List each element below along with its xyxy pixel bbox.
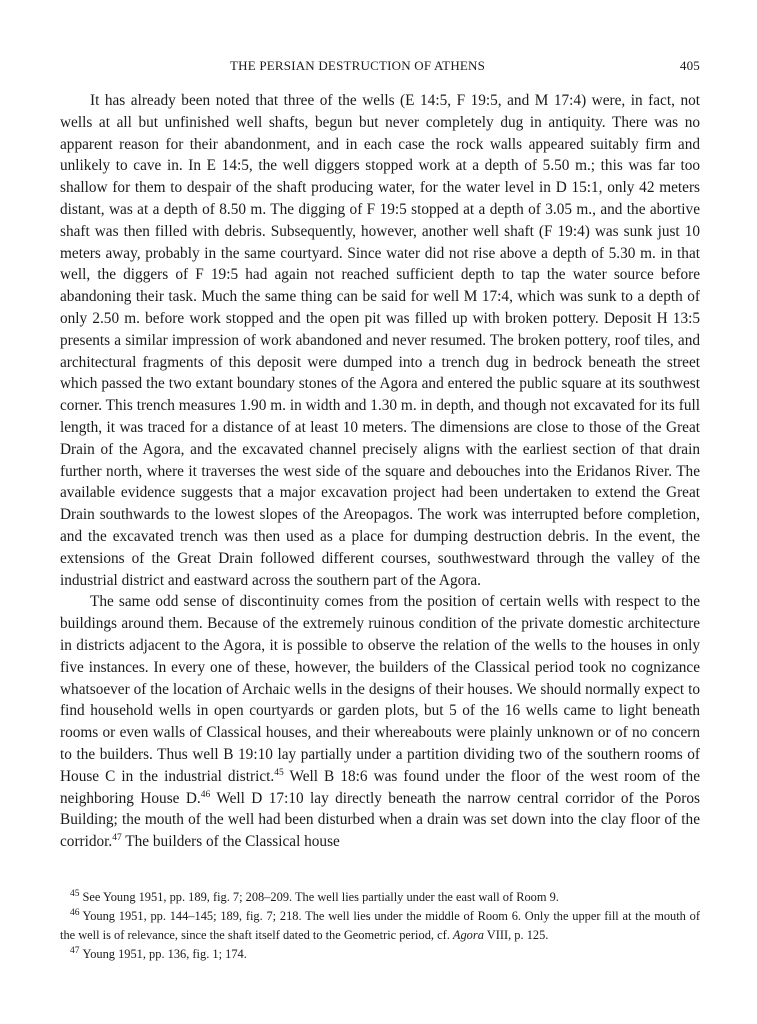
footnote-47 (60, 945, 700, 964)
footnote-italic-title: Agora (452, 928, 484, 942)
running-title: THE PERSIAN DESTRUCTION OF ATHENS (230, 58, 486, 73)
footnotes (60, 888, 700, 964)
footnote-text: Young 1951, pp. 144–145; 189, fig. 7; 218. The well lies under the middle of Room 6. Only the upper fill at the mouth of the well is of relevance, since the shaft itself dated to the Geometric period, cf. (60, 909, 700, 942)
footnote-number: 46 (70, 907, 80, 918)
paragraph-text: The same odd sense of discontinuity comes from the position of certain wells with respect to the buildings around them. Because of the extremely ruinous condition of the private domestic architecture in districts adjacent to the Agora, it is possible to observe the relation of the wells to the houses in only five instances. In every one of these, however, the builders of the Classical period took no cognizance whatsoever of the location of Archaic wells in the designs of their houses. We should normally expect to find household wells in open courtyards or garden plots, but 5 of the 16 wells came to light beneath rooms or even walls of Classical houses, and their whereabouts were plainly unknown or of no concern to the builders. Thus well B 19:10 lay partially under a partition dividing two of the southern rooms of House C in the industrial district. (60, 593, 700, 785)
paragraph-text: The builders of the Classical house (121, 833, 340, 851)
paragraph-text: Well B 18:6 was found under the floor of the west room of the neighboring House D. (60, 767, 700, 807)
footnote-text: Young 1951, pp. 136, fig. 1; 174. (82, 947, 247, 961)
footnote-number: 45 (70, 888, 80, 899)
paragraph-text: Well D 17:10 lay directly beneath the narrow central corridor of the Poros Building; the mouth of the well had been disturbed when a drain was set down into the clay floor of the corridor. (60, 789, 700, 851)
paragraph-2 (60, 591, 700, 853)
paragraph-1 (60, 90, 700, 591)
footnote-45 (60, 888, 700, 907)
footnote-text: See Young 1951, pp. 189, fig. 7; 208–209. The well lies partially under the east wall of Room 9. (82, 890, 559, 904)
footnote-ref-47[interactable]: 47 (112, 833, 122, 843)
paragraph-text: It has already been noted that three of the wells (E 14:5, F 19:5, and M 17:4) were, in fact, not wells at all but unfinished well shafts, begun but never completely dug in antiquity. There was no apparent reason for their abandonment, and in each case the rock walls appeared suitably firm and unlikely to cave in. In E 14:5, the well diggers stopped work at a depth of 5.50 m.; this was far too shallow for them to despair of the shaft producing water, for the water level in D 15:1, only 42 meters distant, was at a depth of 8.50 m. The digging of F 19:5 stopped at a depth of 3.05 m., and the abortive shaft was then filled with debris. Subsequently, however, another well shaft (F 19:4) was sunk just 10 meters away, probably in the same courtyard. Since water did not rise above a depth of 5.30 m. in that well, the diggers of F 19:5 had again not reached sufficient depth to tap the water source before abandoning their task. Much the same thing can be said for well M 17:4, which was sunk to a depth of only 2.50 m. before work stopped and the open pit was filled up with broken pottery. Deposit H 13:5 presents a similar impression of work abandoned and never resumed. The broken pottery, roof tiles, and architectural fragments of this deposit were dumped into a trench dug in bedrock beneath the street which passed the two extant boundary stones of the Agora and entered the public square at its southwest corner. This trench measures 1.90 m. in width and 1.30 m. in depth, and though not excavated for its full length, it was traced for a distance of at least 10 meters. The dimensions are close to those of the Great Drain of the Agora, and the excavated channel precisely aligns with the earliest section of that drain further north, where it traverses the west side of the square and debouches into the Eridanos River. The available evidence suggests that a major excavation project had been undertaken to extend the Great Drain southwards to the lowest slopes of the Areopagos. The work was interrupted before completion, and the excavated trench was then used as a place for dumping destruction debris. In the event, the extensions of the Great Drain followed different courses, southwestward through the valley of the industrial district and eastward across the southern part of the Agora. (60, 92, 700, 589)
footnote-number: 47 (70, 945, 80, 956)
page-number: 405 (679, 58, 700, 73)
footnote-46 (60, 907, 700, 945)
main-text (60, 90, 700, 853)
footnote-ref-46[interactable]: 46 (200, 789, 211, 800)
footnote-ref-45[interactable]: 45 (274, 767, 284, 778)
footnote-text: VIII, p. 125. (483, 928, 549, 942)
